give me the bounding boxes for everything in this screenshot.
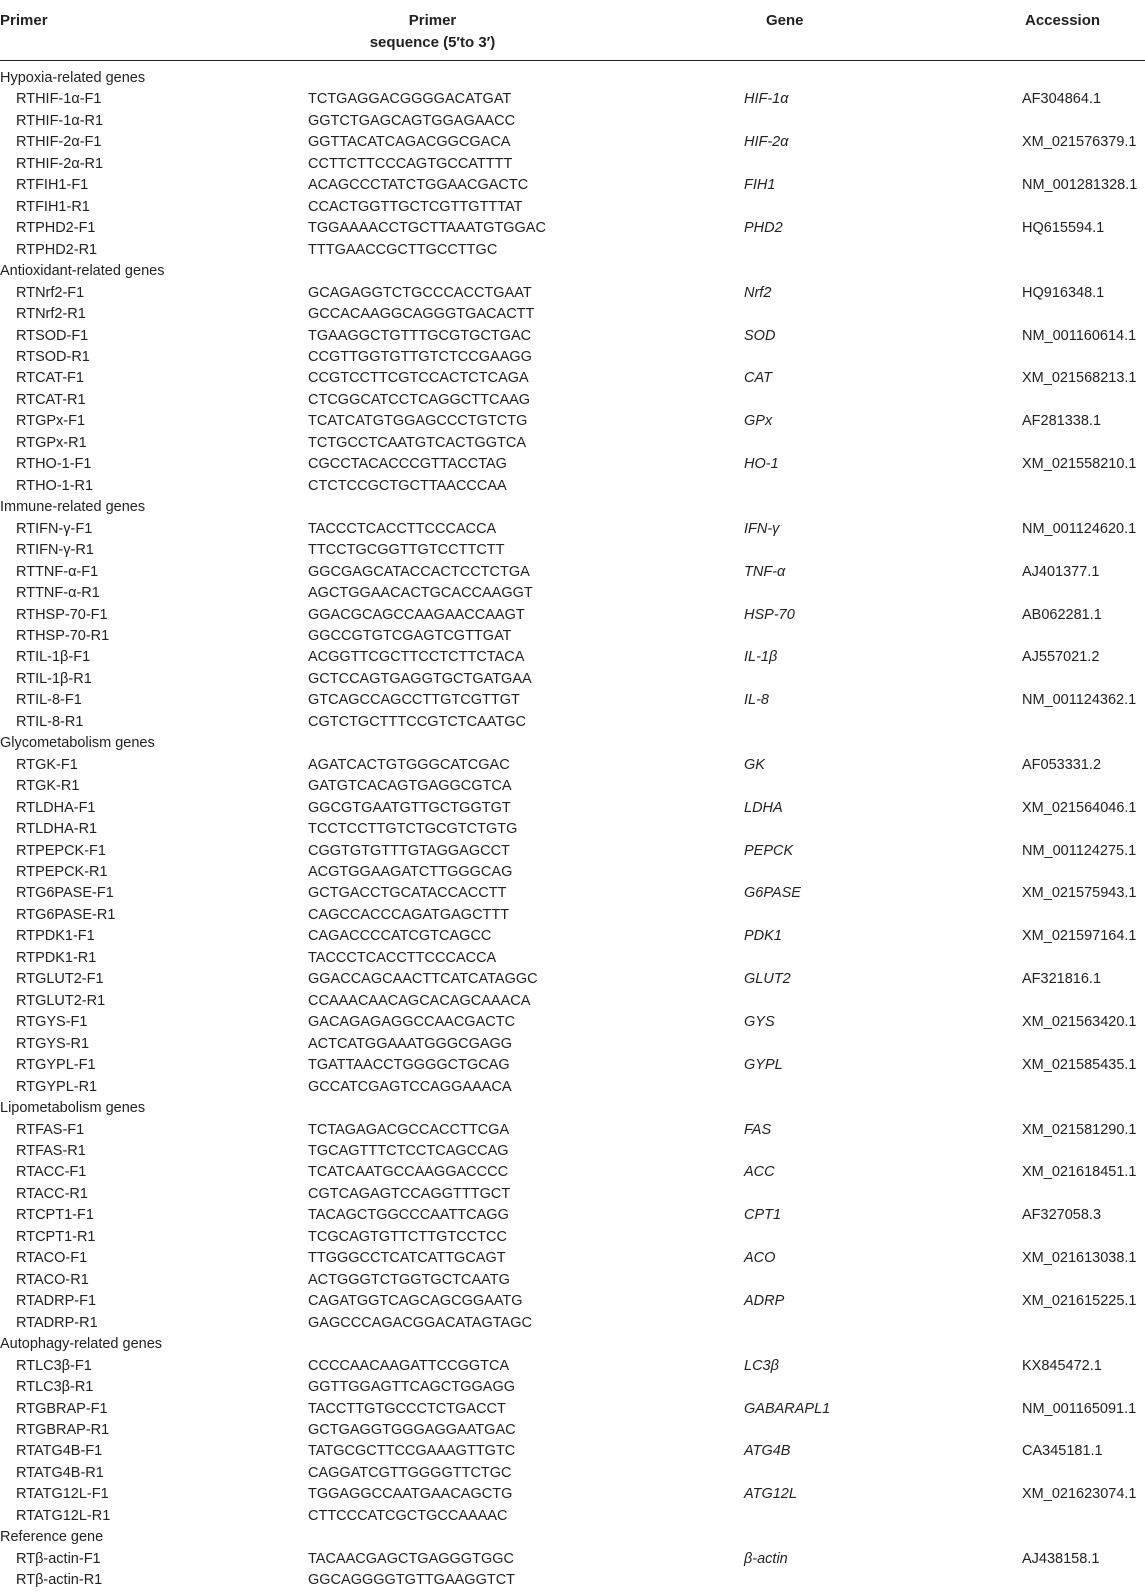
accession-number: AJ557021.2 xyxy=(1022,649,1100,666)
primer-sequence: CTCTCCGCTGCTTAACCCAA xyxy=(308,477,507,494)
table-row xyxy=(0,647,1145,668)
primer-name: RTSOD-R1 xyxy=(16,348,90,365)
primer-name: RTGYS-F1 xyxy=(16,1014,88,1031)
table-row xyxy=(0,411,1145,432)
header-accession: Accession xyxy=(1025,12,1101,29)
primer-name: RTPDK1-F1 xyxy=(16,928,95,945)
gene-name: IFN-γ xyxy=(744,520,780,537)
table-row xyxy=(0,1420,1145,1441)
primer-sequence: AGCTGGAACACTGCACCAAGGT xyxy=(308,585,533,602)
table-row xyxy=(0,926,1145,947)
primer-sequence: CCCCAACAAGATTCCGGTCA xyxy=(308,1357,510,1374)
primer-sequence: TACAGCTGGCCCAATTCAGG xyxy=(308,1207,509,1224)
primer-name: RTFAS-F1 xyxy=(16,1121,85,1138)
primer-name: RTCAT-R1 xyxy=(16,391,86,408)
gene-name: PDK1 xyxy=(744,928,782,945)
accession-number: CA345181.1 xyxy=(1022,1443,1103,1460)
table-row xyxy=(0,841,1145,862)
accession-number: XM_021563420.1 xyxy=(1022,1014,1137,1031)
accession-number: NM_001124275.1 xyxy=(1022,842,1137,859)
gene-name: CPT1 xyxy=(744,1207,782,1224)
primer-name: RTATG4B-F1 xyxy=(16,1443,103,1460)
accession-number: XM_021568213.1 xyxy=(1022,370,1137,387)
table-row xyxy=(0,519,1145,540)
section-title: Hypoxia-related genes xyxy=(0,70,146,86)
table-row xyxy=(0,454,1145,475)
primer-sequence: TTTGAACCGCTTGCCTTGC xyxy=(308,241,498,258)
primer-name: RTGK-F1 xyxy=(16,756,78,773)
table-row xyxy=(0,776,1145,797)
table-row xyxy=(0,433,1145,454)
table-row xyxy=(0,690,1145,711)
primer-name: RTG6PASE-F1 xyxy=(16,885,114,902)
gene-name: PEPCK xyxy=(744,842,794,859)
gene-name: PHD2 xyxy=(744,220,783,237)
primer-name: RTCPT1-R1 xyxy=(16,1228,96,1245)
table-row xyxy=(0,1205,1145,1226)
primer-sequence: GGCGAGCATACCACTCCTCTGA xyxy=(308,563,530,580)
primer-name: RTTNF-α-R1 xyxy=(16,585,100,602)
gene-name: TNF-α xyxy=(744,563,786,580)
table-row xyxy=(0,991,1145,1012)
gene-name: SOD xyxy=(744,327,776,344)
accession-number: XM_021615225.1 xyxy=(1022,1293,1137,1310)
primer-sequence: TGCAGTTTCTCCTCAGCCAG xyxy=(308,1143,509,1159)
primer-name: RTPHD2-R1 xyxy=(16,241,98,258)
primer-name: RTATG12L-F1 xyxy=(16,1486,109,1503)
primer-sequence: GTCAGCCAGCCTTGTCGTTGT xyxy=(308,692,520,709)
header-sequence-line2: sequence (5′to 3′) xyxy=(369,34,496,51)
table-row xyxy=(0,283,1145,304)
accession-number: NM_001160614.1 xyxy=(1022,327,1137,344)
table-row xyxy=(0,326,1145,347)
table-row xyxy=(0,197,1145,218)
table-row xyxy=(0,712,1145,733)
primer-sequence: TACCTTGTGCCCTCTGACCT xyxy=(308,1400,506,1417)
gene-name: β-actin xyxy=(744,1550,788,1567)
primer-name: RTGYS-R1 xyxy=(16,1035,90,1052)
section-row xyxy=(0,261,1145,282)
accession-number: XM_021564046.1 xyxy=(1022,799,1137,816)
primer-sequence: ACGTGGAAGATCTTGGGCAG xyxy=(308,864,513,881)
primer-name: RTACO-F1 xyxy=(16,1250,88,1267)
primer-sequence: CTTCCCATCGCTGCCAAAAC xyxy=(308,1507,508,1524)
primer-name: RTGBRAP-R1 xyxy=(16,1421,110,1438)
accession-number: HQ615594.1 xyxy=(1022,220,1105,237)
primer-sequence: CCGTTGGTGTTGTCTCCGAAGG xyxy=(308,348,532,365)
primer-name: RTPEPCK-F1 xyxy=(16,842,106,859)
primer-name: RTHSP-70-R1 xyxy=(16,627,110,644)
primer-name: RTGPx-R1 xyxy=(16,434,87,451)
gene-name: Nrf2 xyxy=(744,284,772,301)
primer-sequence: TCATCATGTGGAGCCCTGTCTG xyxy=(308,413,528,430)
gene-name: ACC xyxy=(744,1164,775,1181)
primer-sequence: TCGCAGTGTTCTTGTCCTCC xyxy=(308,1228,507,1245)
primer-sequence: CAGATGGTCAGCAGCGGAATG xyxy=(308,1293,523,1310)
primer-name: RTβ-actin-F1 xyxy=(16,1550,101,1567)
primer-sequence: TCATCAATGCCAAGGACCCC xyxy=(308,1164,509,1181)
primer-name: RTACC-R1 xyxy=(16,1185,88,1202)
gene-name: CAT xyxy=(744,370,772,387)
primer-sequence: GGTTACATCAGACGGCGACA xyxy=(308,134,511,151)
table-row xyxy=(0,1077,1145,1098)
table-row xyxy=(0,1313,1145,1334)
accession-number: XM_021597164.1 xyxy=(1022,928,1137,945)
gene-name: G6PASE xyxy=(744,885,801,902)
table-row xyxy=(0,1356,1145,1377)
primer-sequence: CGTCAGAGTCCAGGTTTGCT xyxy=(308,1185,511,1202)
table-row xyxy=(0,1549,1145,1570)
primer-sequence: CGTCTGCTTTCCGTCTCAATGC xyxy=(308,713,527,730)
primer-sequence: CTCGGCATCCTCAGGCTTCAAG xyxy=(308,391,531,408)
table-row xyxy=(0,1184,1145,1205)
header-sequence xyxy=(300,10,565,54)
section-title: Immune-related genes xyxy=(0,499,146,516)
primer-sequence: CGCCTACACCCGTTACCTAG xyxy=(308,456,507,473)
primer-sequence: TTCCTGCGGTTGTCCTTCTT xyxy=(308,542,505,559)
primer-name: RTIL-8-R1 xyxy=(16,713,84,730)
table-row xyxy=(0,905,1145,926)
primer-sequence: CAGCCACCCAGATGAGCTTT xyxy=(308,906,510,923)
gene-name: HIF-2α xyxy=(744,134,789,151)
table-row xyxy=(0,1484,1145,1505)
header-gene: Gene xyxy=(766,12,804,29)
accession-number: XM_021613038.1 xyxy=(1022,1250,1137,1267)
primer-sequence: GCTGAGGTGGGAGGAATGAC xyxy=(308,1421,516,1438)
primer-name: RTPDK1-R1 xyxy=(16,949,97,966)
primer-name: RTGPx-F1 xyxy=(16,413,86,430)
primer-name: RTSOD-F1 xyxy=(16,327,89,344)
primer-sequence: GCTGACCTGCATACCACCTT xyxy=(308,885,507,902)
table-row xyxy=(0,1570,1145,1591)
primer-name: RTNrf2-F1 xyxy=(16,284,85,301)
gene-name: GYPL xyxy=(744,1057,783,1074)
table-row xyxy=(0,390,1145,411)
gene-name: HSP-70 xyxy=(744,606,795,623)
section-title: Antioxidant-related genes xyxy=(0,263,165,280)
primer-sequence: GGTCTGAGCAGTGGAGAACC xyxy=(308,112,516,129)
section-row xyxy=(0,733,1145,754)
accession-number: XM_021585435.1 xyxy=(1022,1057,1137,1074)
gene-name: FAS xyxy=(744,1121,772,1138)
table-row xyxy=(0,1441,1145,1462)
primer-sequence: ACTGGGTCTGGTGCTCAATG xyxy=(308,1271,510,1288)
section-title: Reference gene xyxy=(0,1529,104,1546)
table-row xyxy=(0,154,1145,175)
primer-name: RTFAS-R1 xyxy=(16,1143,86,1159)
primer-sequence: CAGACCCCATCGTCAGCC xyxy=(308,928,492,945)
primer-name: RTCPT1-F1 xyxy=(16,1207,94,1224)
primer-sequence: GGTTGGAGTTCAGCTGGAGG xyxy=(308,1379,516,1396)
primer-sequence: GCAGAGGTCTGCCCACCTGAAT xyxy=(308,284,532,301)
primer-name: RTGYPL-F1 xyxy=(16,1057,96,1074)
table-row xyxy=(0,1012,1145,1033)
primer-name: RTHIF-1α-F1 xyxy=(16,91,102,108)
table-row xyxy=(0,347,1145,368)
gene-name: ACO xyxy=(744,1250,776,1267)
table-row xyxy=(0,111,1145,132)
accession-number: AJ401377.1 xyxy=(1022,563,1100,580)
primer-name: RTHSP-70-F1 xyxy=(16,606,108,623)
accession-number: AF053331.2 xyxy=(1022,756,1102,773)
gene-name: ATG12L xyxy=(744,1486,797,1503)
primer-name: RTIL-8-F1 xyxy=(16,692,82,709)
primer-name: RTHO-1-F1 xyxy=(16,456,92,473)
section-title: Autophagy-related genes xyxy=(0,1336,163,1353)
primer-sequence: GGACGCAGCCAAGAACCAAGT xyxy=(308,606,525,623)
primer-name: RTHIF-1α-R1 xyxy=(16,112,104,129)
primer-name: RTNrf2-R1 xyxy=(16,306,86,323)
section-row xyxy=(0,1098,1145,1119)
section-row xyxy=(0,1334,1145,1355)
section-title: Glycometabolism genes xyxy=(0,735,155,752)
table-header xyxy=(0,0,1145,55)
table-row xyxy=(0,605,1145,626)
section-row xyxy=(0,1527,1145,1548)
primer-sequence: GAGCCCAGACGGACATAGTAGC xyxy=(308,1314,532,1331)
accession-number: XM_021581290.1 xyxy=(1022,1121,1137,1138)
primer-sequence: TCCTCCTTGTCTGCGTCTGTG xyxy=(308,821,518,838)
accession-number: NM_001281328.1 xyxy=(1022,177,1138,194)
accession-number: KX845472.1 xyxy=(1022,1357,1102,1374)
primer-name: RTIL-1β-F1 xyxy=(16,649,91,666)
primer-name: RTLDHA-R1 xyxy=(16,821,98,838)
primer-sequence: TCTAGAGACGCCACCTTCGA xyxy=(308,1121,510,1138)
header-rule xyxy=(0,60,1145,61)
table-row xyxy=(0,969,1145,990)
primer-name: RTGK-R1 xyxy=(16,778,80,795)
primer-sequence: ACGGTTCGCTTCCTCTTCTACA xyxy=(308,649,525,666)
primer-sequence: TCTGAGGACGGGGACATGAT xyxy=(308,91,512,108)
gene-name: FIH1 xyxy=(744,177,776,194)
primer-name: RTGYPL-R1 xyxy=(16,1078,98,1095)
table-row xyxy=(0,1120,1145,1141)
primer-name: RTGLUT2-F1 xyxy=(16,971,104,988)
primer-sequence: TGATTAACCTGGGGCTGCAG xyxy=(308,1057,510,1074)
gene-name: IL-8 xyxy=(744,692,769,709)
primer-name: RTGBRAP-F1 xyxy=(16,1400,108,1417)
primer-sequence: CCAAACAACAGCACAGCAAACA xyxy=(308,992,531,1009)
primer-name: RTHIF-2α-F1 xyxy=(16,134,102,151)
primer-sequence: TACCCTCACCTTCCCACCA xyxy=(308,520,497,537)
primer-sequence: ACAGCCCTATCTGGAACGACTC xyxy=(308,177,529,194)
accession-number: AF304864.1 xyxy=(1022,91,1102,108)
table-row xyxy=(0,89,1145,110)
primer-name: RTCAT-F1 xyxy=(16,370,84,387)
gene-name: GYS xyxy=(744,1014,775,1031)
table-row xyxy=(0,862,1145,883)
table-row xyxy=(0,583,1145,604)
table-row xyxy=(0,1463,1145,1484)
primer-name: RTHIF-2α-R1 xyxy=(16,155,104,172)
primer-name: RTATG12L-R1 xyxy=(16,1507,111,1524)
primer-name: RTATG4B-R1 xyxy=(16,1464,104,1481)
primer-sequence: AGATCACTGTGGGCATCGAC xyxy=(308,756,510,773)
primer-sequence: TATGCGCTTCCGAAAGTTGTC xyxy=(308,1443,516,1460)
primer-sequence: TGAAGGCTGTTTGCGTGCTGAC xyxy=(308,327,532,344)
gene-name: GK xyxy=(744,756,765,773)
table-row xyxy=(0,476,1145,497)
primer-name: RTLC3β-F1 xyxy=(16,1357,92,1374)
primer-sequence: GGCCGTGTCGAGTCGTTGAT xyxy=(308,627,512,644)
table-row xyxy=(0,1055,1145,1076)
table-row xyxy=(0,175,1145,196)
table-row xyxy=(0,1506,1145,1527)
primer-name: RTFIH1-R1 xyxy=(16,198,90,215)
accession-number: AF281338.1 xyxy=(1022,413,1102,430)
accession-number: AJ438158.1 xyxy=(1022,1550,1100,1567)
primer-name: RTGLUT2-R1 xyxy=(16,992,106,1009)
table-row xyxy=(0,755,1145,776)
table-row xyxy=(0,368,1145,389)
table-row xyxy=(0,1034,1145,1055)
primer-sequence: CGGTGTGTTTGTAGGAGCCT xyxy=(308,842,510,859)
primer-name: RTPEPCK-R1 xyxy=(16,864,108,881)
gene-name: HO-1 xyxy=(744,456,779,473)
table-row xyxy=(0,1162,1145,1183)
primer-name: RTADRP-R1 xyxy=(16,1314,98,1331)
gene-name: ATG4B xyxy=(744,1443,791,1460)
section-row xyxy=(0,68,1145,89)
primer-sequence: CCTTCTTCCCAGTGCCATTTT xyxy=(308,155,513,172)
primer-sequence: CAGGATCGTTGGGGTTCTGC xyxy=(308,1464,512,1481)
primer-sequence: TCTGCCTCAATGTCACTGGTCA xyxy=(308,434,527,451)
accession-number: HQ916348.1 xyxy=(1022,284,1105,301)
primer-name: RTIL-1β-R1 xyxy=(16,670,92,687)
primer-sequence: GCTCCAGTGAGGTGCTGATGAA xyxy=(308,670,532,687)
accession-number: AF321816.1 xyxy=(1022,971,1102,988)
gene-name: LC3β xyxy=(744,1357,779,1374)
accession-number: NM_001124620.1 xyxy=(1022,520,1137,537)
primer-sequence: TGGAAAACCTGCTTAAATGTGGAC xyxy=(308,220,546,237)
accession-number: XM_021623074.1 xyxy=(1022,1486,1137,1503)
table-row xyxy=(0,1399,1145,1420)
primer-name: RTPHD2-F1 xyxy=(16,220,96,237)
primer-name: RTLC3β-R1 xyxy=(16,1379,94,1396)
primer-sequence: GGCAGGGGTGTTGAAGGTCT xyxy=(308,1572,516,1589)
primer-sequence: GCCATCGAGTCCAGGAAACA xyxy=(308,1078,512,1095)
table-row xyxy=(0,1291,1145,1312)
primer-name: RTADRP-F1 xyxy=(16,1293,97,1310)
accession-number: XM_021575943.1 xyxy=(1022,885,1137,902)
gene-name: GPx xyxy=(744,413,773,430)
table-row xyxy=(0,304,1145,325)
accession-number: NM_001165091.1 xyxy=(1022,1400,1137,1417)
primer-name: RTIFN-γ-F1 xyxy=(16,520,93,537)
primer-name: RTLDHA-F1 xyxy=(16,799,96,816)
table-row xyxy=(0,132,1145,153)
header-sequence-line1: Primer xyxy=(408,12,457,29)
table-row xyxy=(0,883,1145,904)
table-row xyxy=(0,562,1145,583)
primer-sequence: CCGTCCTTCGTCCACTCTCAGA xyxy=(308,370,529,387)
primer-name: RTG6PASE-R1 xyxy=(16,906,116,923)
table-row xyxy=(0,948,1145,969)
table-row xyxy=(0,540,1145,561)
table-row xyxy=(0,1248,1145,1269)
gene-name: GABARAPL1 xyxy=(744,1400,831,1417)
accession-number: NM_001124362.1 xyxy=(1022,692,1137,709)
primer-sequence: TACAACGAGCTGAGGGTGGC xyxy=(308,1550,514,1567)
accession-number: XM_021558210.1 xyxy=(1022,456,1137,473)
primer-name: RTHO-1-R1 xyxy=(16,477,94,494)
section-row xyxy=(0,497,1145,518)
table-row xyxy=(0,819,1145,840)
gene-name: GLUT2 xyxy=(744,971,791,988)
table-row xyxy=(0,669,1145,690)
primer-name: RTTNF-α-F1 xyxy=(16,563,99,580)
gene-name: IL-1β xyxy=(744,649,778,666)
header-primer: Primer xyxy=(0,12,48,29)
table-row xyxy=(0,1377,1145,1398)
primer-sequence: CCACTGGTTGCTCGTTGTTTAT xyxy=(308,198,523,215)
gene-name: ADRP xyxy=(744,1293,785,1310)
table-row xyxy=(0,1141,1145,1162)
primer-name: RTIFN-γ-R1 xyxy=(16,542,94,559)
primer-sequence: ACTCATGGAAATGGGCGAGG xyxy=(308,1035,513,1052)
primer-sequence: GCCACAAGGCAGGGTGACACTT xyxy=(308,306,535,323)
primer-name: RTACC-F1 xyxy=(16,1164,87,1181)
table-row xyxy=(0,1270,1145,1291)
primer-name: RTβ-actin-R1 xyxy=(16,1572,103,1589)
gene-name: HIF-1α xyxy=(744,91,789,108)
gene-name: LDHA xyxy=(744,799,783,816)
primer-sequence: GGACCAGCAACTTCATCATAGGC xyxy=(308,971,538,988)
table-row xyxy=(0,626,1145,647)
primer-name: RTFIH1-F1 xyxy=(16,177,89,194)
accession-number: XM_021576379.1 xyxy=(1022,134,1137,151)
primer-name: RTACO-R1 xyxy=(16,1271,89,1288)
accession-number: AF327058.3 xyxy=(1022,1207,1102,1224)
primer-sequence: TACCCTCACCTTCCCACCA xyxy=(308,949,497,966)
primer-sequence: GATGTCACAGTGAGGCGTCA xyxy=(308,778,512,795)
primer-sequence: TGGAGGCCAATGAACAGCTG xyxy=(308,1486,513,1503)
primer-sequence: TTGGGCCTCATCATTGCAGT xyxy=(308,1250,506,1267)
accession-number: XM_021618451.1 xyxy=(1022,1164,1137,1181)
table-row xyxy=(0,1227,1145,1248)
primer-sequence: GACAGAGAGGCCAACGACTC xyxy=(308,1014,516,1031)
accession-number: AB062281.1 xyxy=(1022,606,1102,623)
section-title: Lipometabolism genes xyxy=(0,1100,146,1117)
table-row xyxy=(0,240,1145,261)
table-row xyxy=(0,798,1145,819)
table-row xyxy=(0,218,1145,239)
primer-sequence: GGCGTGAATGTTGCTGGTGT xyxy=(308,799,511,816)
